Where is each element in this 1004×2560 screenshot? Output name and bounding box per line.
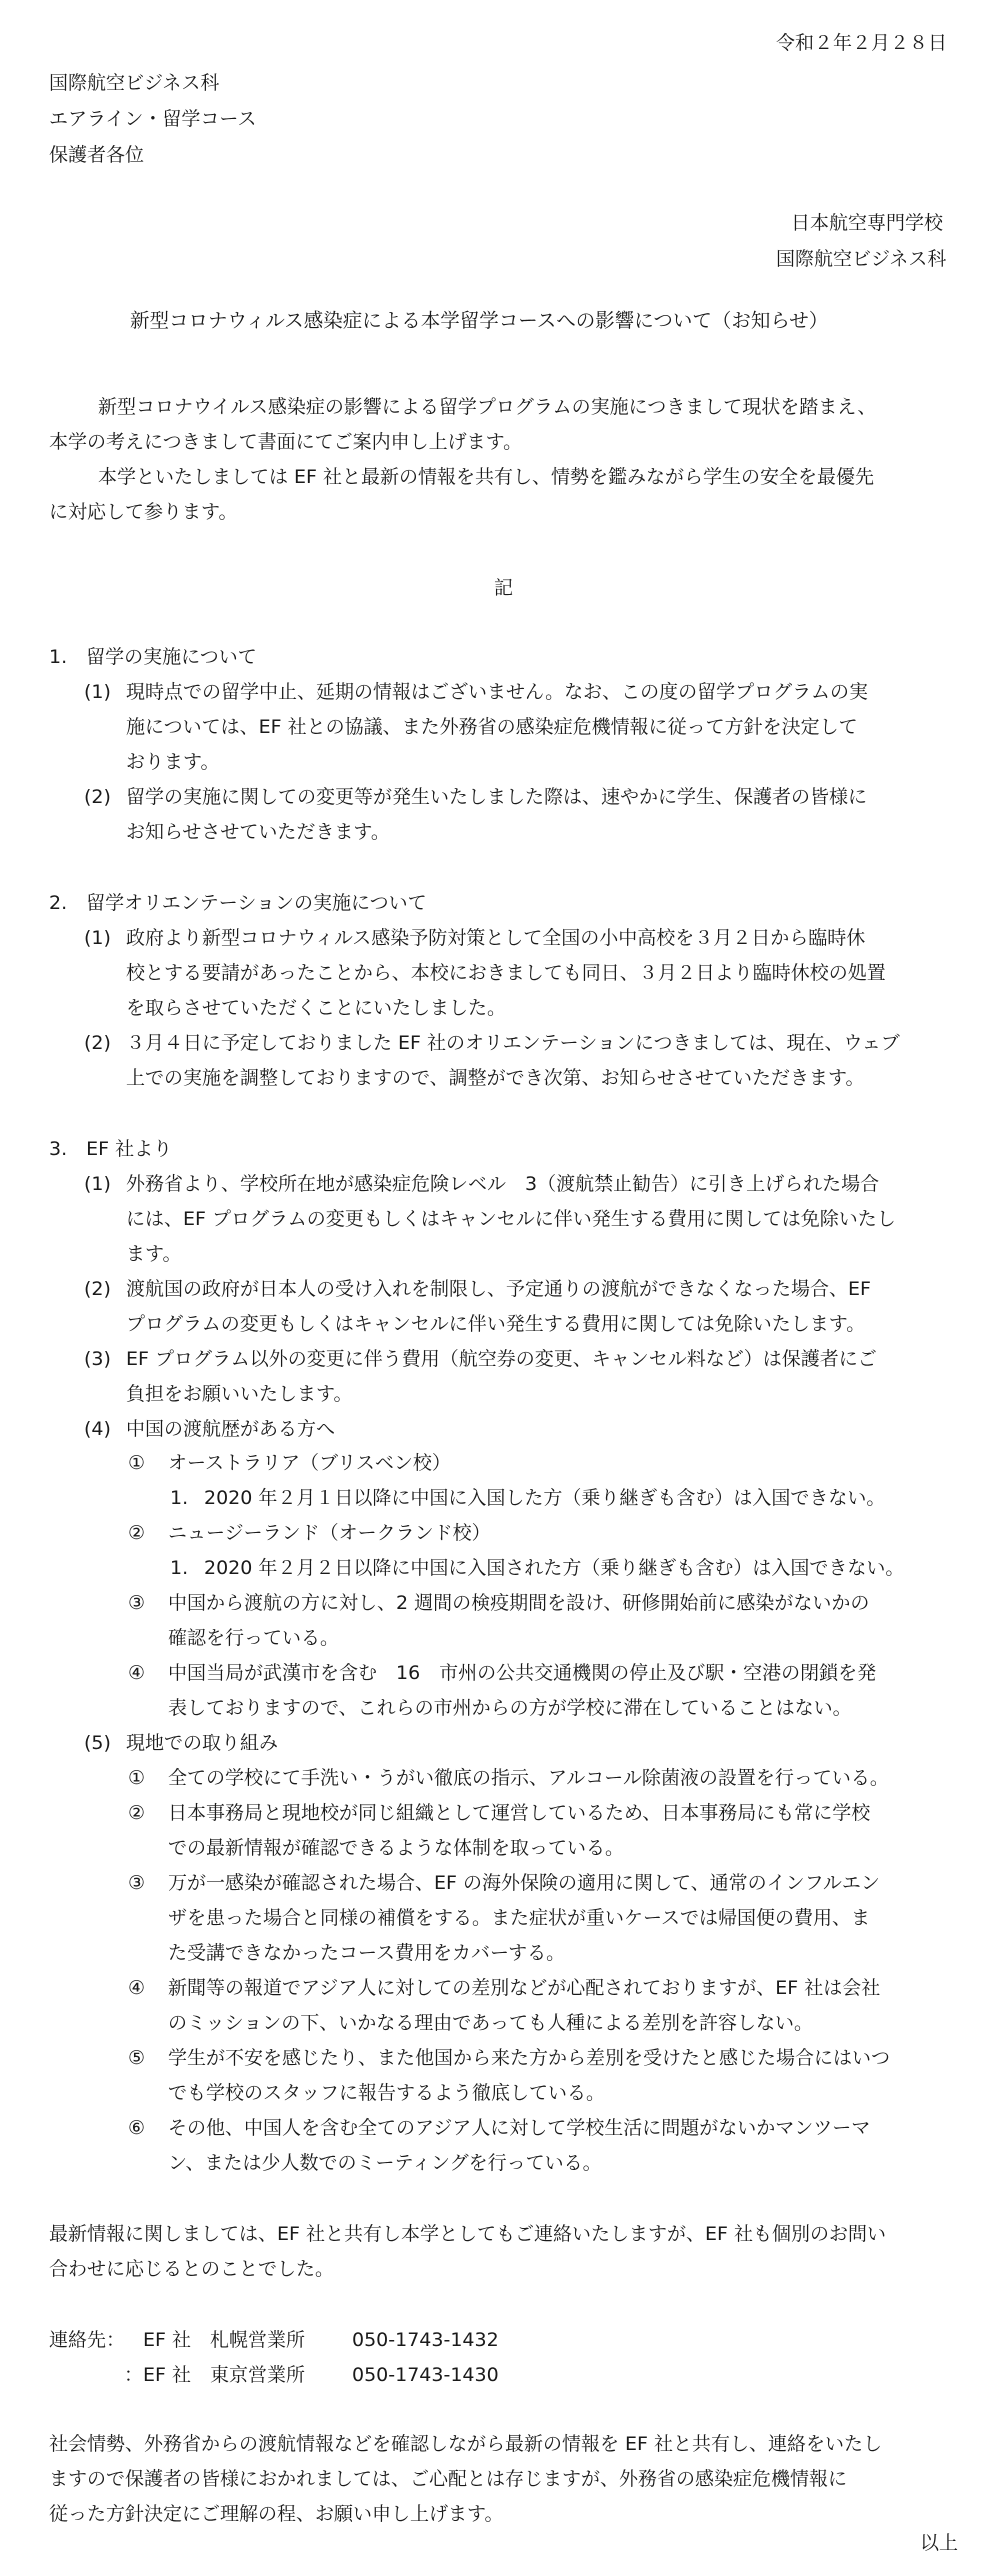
s3-5-sub5-num: ⑤ bbox=[128, 2047, 146, 2069]
s1-item1-line3: おります。 bbox=[126, 751, 220, 773]
s2-item1-line3: を取らさせていただくことにいたしました。 bbox=[126, 997, 507, 1019]
s3-5-sub1-text: 全ての学校にて手洗い・うがい徹底の指示、アルコール除菌液の設置を行っている。 bbox=[168, 1767, 889, 1789]
s3-item2-line1: 渡航国の政府が日本人の受け入れを制限し、予定通りの渡航ができなくなった場合、EF bbox=[126, 1278, 871, 1300]
s3-5-sub6-line2: ン、または少人数でのミーティングを行っている。 bbox=[168, 2152, 602, 2174]
s2-item1-num: (1) bbox=[84, 927, 111, 949]
contact-sapporo-name: EF 社 札幌営業所 bbox=[143, 2329, 305, 2351]
s1-item1-line2: 施については、EF 社との協議、また外務省の感染症危機情報に従って方針を決定して bbox=[126, 716, 858, 738]
intro-line-4: に対応して参ります。 bbox=[49, 501, 238, 523]
section-3-heading: 3. EF 社より bbox=[49, 1138, 173, 1160]
s3-item1-line3: ます。 bbox=[126, 1243, 182, 1265]
date: 令和２年２月２８日 bbox=[776, 32, 948, 54]
section-2-heading: 2. 留学オリエンテーションの実施について bbox=[49, 892, 427, 914]
s3-5-sub4-line1: 新聞等の報道でアジア人に対しての差別などが心配されておりますが、EF 社は会社 bbox=[168, 1977, 881, 1999]
s3-4-sub1-1-num: 1. bbox=[170, 1487, 189, 1509]
s3-item2-num: (2) bbox=[84, 1278, 111, 1300]
contact-colon: ： bbox=[124, 2364, 144, 2386]
s3-4-sub1-1-text: 2020 年２月１日以降に中国に入国した方（乗り継ぎも含む）は入国できない。 bbox=[204, 1487, 886, 1509]
closing-line-1: 社会情勢、外務省からの渡航情報などを確認しながら最新の情報を EF 社と共有し、連絡をいたし bbox=[49, 2433, 883, 2455]
s3-4-sub2-num: ② bbox=[128, 1522, 146, 1544]
s3-item3-num: (3) bbox=[84, 1348, 111, 1370]
ijou-marker: 以上 bbox=[920, 2532, 959, 2554]
recipient-course: エアライン・留学コース bbox=[49, 108, 257, 130]
intro-line-3: 本学といたしましては EF 社と最新の情報を共有し、情勢を鑑みながら学生の安全を最優先 bbox=[98, 466, 875, 488]
intro-line-2: 本学の考えにつきまして書面にてご案内申し上げます。 bbox=[49, 431, 523, 453]
s1-item1-line1: 現時点での留学中止、延期の情報はございません。なお、この度の留学プログラムの実 bbox=[126, 681, 868, 703]
s3-5-sub5-line2: でも学校のスタッフに報告するよう徹底している。 bbox=[168, 2082, 606, 2104]
s3-item1-line1: 外務省より、学校所在地が感染症危険レベル 3（渡航禁止勧告）に引き上げられた場合 bbox=[126, 1173, 880, 1195]
s1-item2-num: (2) bbox=[84, 786, 111, 808]
ki-marker: 記 bbox=[494, 577, 514, 599]
s3-4-sub3-line2: 確認を行っている。 bbox=[168, 1627, 340, 1649]
closing-line-2: ますので保護者の皆様におかれましては、ご心配とは存じますが、外務省の感染症危機情報に bbox=[49, 2468, 848, 2490]
closing-line-3: 従った方針決定にご理解の程、お願い申し上げます。 bbox=[49, 2503, 504, 2525]
contact-tokyo-phone: 050-1743-1430 bbox=[352, 2364, 499, 2386]
s3-5-sub4-num: ④ bbox=[128, 1977, 146, 1999]
document-title: 新型コロナウィルス感染症による本学留学コースへの影響について（お知らせ） bbox=[130, 309, 829, 332]
sender-dept: 国際航空ビジネス科 bbox=[776, 248, 947, 270]
s3-5-sub3-num: ③ bbox=[128, 1872, 146, 1894]
s3-5-sub6-line1: その他、中国人を含む全てのアジア人に対して学校生活に問題がないかマンツーマ bbox=[168, 2117, 871, 2139]
s2-item1-line2: 校とする要請があったことから、本校におきましても同日、３月２日より臨時休校の処置 bbox=[126, 962, 886, 984]
s3-item2-line2: プログラムの変更もしくはキャンセルに伴い発生する費用に関しては免除いたします。 bbox=[126, 1313, 866, 1335]
sender-school: 日本航空専門学校 bbox=[791, 212, 944, 234]
s3-4-sub1-num: ① bbox=[128, 1452, 146, 1474]
s3-5-sub6-num: ⑥ bbox=[128, 2117, 146, 2139]
s3-5-sub2-line1: 日本事務局と現地校が同じ組織として運営しているため、日本事務局にも常に学校 bbox=[168, 1802, 871, 1824]
section-1-heading: 1. 留学の実施について bbox=[49, 646, 257, 668]
s3-5-sub5-line1: 学生が不安を感じたり、また他国から来た方から差別を受けたと感じた場合にはいつ bbox=[168, 2047, 891, 2069]
s3-5-sub3-line1: 万が一感染が確認された場合、EF の海外保険の適用に関して、通常のインフルエン bbox=[168, 1872, 880, 1894]
s3-4-sub3-line1: 中国から渡航の方に対し、2 週間の検疫期間を設け、研修開始前に感染がないかの bbox=[168, 1592, 870, 1614]
s3-item4-line1: 中国の渡航歴がある方へ bbox=[126, 1418, 336, 1440]
s2-item1-line1: 政府より新型コロナウィルス感染予防対策として全国の小中高校を３月２日から臨時休 bbox=[126, 927, 866, 949]
latest-line-1: 最新情報に関しましては、EF 社と共有し本学としてもご連絡いたしますが、EF 社も個別のお問い bbox=[49, 2223, 886, 2245]
s3-4-sub2-1-num: 1. bbox=[170, 1557, 189, 1579]
s3-item1-line2: には、EF プログラムの変更もしくはキャンセルに伴い発生する費用に関しては免除いたし bbox=[126, 1208, 896, 1230]
s2-item2-line2: 上での実施を調整しておりますので、調整ができ次第、お知らせさせていただきます。 bbox=[126, 1067, 865, 1089]
s3-5-sub4-line2: のミッションの下、いかなる理由であっても人種による差別を許容しない。 bbox=[168, 2012, 814, 2034]
s3-item3-line2: 負担をお願いいたします。 bbox=[126, 1383, 353, 1405]
s1-item2-line1: 留学の実施に関しての変更等が発生いたしました際は、速やかに学生、保護者の皆様に bbox=[126, 786, 868, 808]
s3-4-sub4-line2: 表しておりますので、これらの市州からの方が学校に滞在していることはない。 bbox=[168, 1697, 852, 1719]
s1-item1-num: (1) bbox=[84, 681, 111, 703]
s2-item2-line1: ３月４日に予定しておりました EF 社のオリエンテーションにつきましては、現在、ウェブ bbox=[126, 1032, 900, 1054]
s3-5-sub2-line2: での最新情報が確認できるような体制を取っている。 bbox=[168, 1837, 625, 1859]
contact-sapporo-phone: 050-1743-1432 bbox=[352, 2329, 499, 2351]
recipient-dept: 国際航空ビジネス科 bbox=[49, 72, 220, 94]
s1-item2-line2: お知らせさせていただきます。 bbox=[126, 821, 390, 843]
s3-item5-text: 現地での取り組み bbox=[126, 1732, 279, 1754]
s3-item1-num: (1) bbox=[84, 1173, 111, 1195]
contact-tokyo-name: EF 社 東京営業所 bbox=[143, 2364, 305, 2386]
s3-4-sub1-text: オーストラリア（ブリスベン校） bbox=[168, 1452, 451, 1474]
s2-item2-num: (2) bbox=[84, 1032, 111, 1054]
s3-4-sub3-num: ③ bbox=[128, 1592, 146, 1614]
s3-5-sub3-line2: ザを患った場合と同様の補償をする。また症状が重いケースでは帰国便の費用、ま bbox=[168, 1907, 871, 1929]
s3-4-sub2-1-text: 2020 年２月２日以降に中国に入国された方（乗り継ぎも含む）は入国できない。 bbox=[204, 1557, 905, 1579]
s3-5-sub2-num: ② bbox=[128, 1802, 146, 1824]
s3-4-sub4-num: ④ bbox=[128, 1662, 146, 1684]
contact-label: 連絡先： bbox=[49, 2329, 126, 2351]
latest-line-2: 合わせに応じるとのことでした。 bbox=[49, 2258, 335, 2280]
s3-item3-line1: EF プログラム以外の変更に伴う費用（航空券の変更、キャンセル料など）は保護者にご bbox=[126, 1348, 877, 1370]
s3-4-sub4-line1: 中国当局が武漢市を含む 16 市州の公共交通機関の停止及び駅・空港の閉鎖を発 bbox=[168, 1662, 877, 1684]
s3-item4-num: (4) bbox=[84, 1418, 111, 1440]
s3-item5-num: (5) bbox=[84, 1732, 111, 1754]
recipient-guardians: 保護者各位 bbox=[49, 144, 145, 166]
s3-5-sub1-num: ① bbox=[128, 1767, 146, 1789]
intro-line-1: 新型コロナウイルス感染症の影響による留学プログラムの実施につきまして現状を踏まえ、 bbox=[98, 396, 877, 418]
s3-4-sub2-text: ニュージーランド（オークランド校） bbox=[168, 1522, 491, 1544]
s3-5-sub3-line3: た受講できなかったコース費用をカバーする。 bbox=[168, 1942, 566, 1964]
